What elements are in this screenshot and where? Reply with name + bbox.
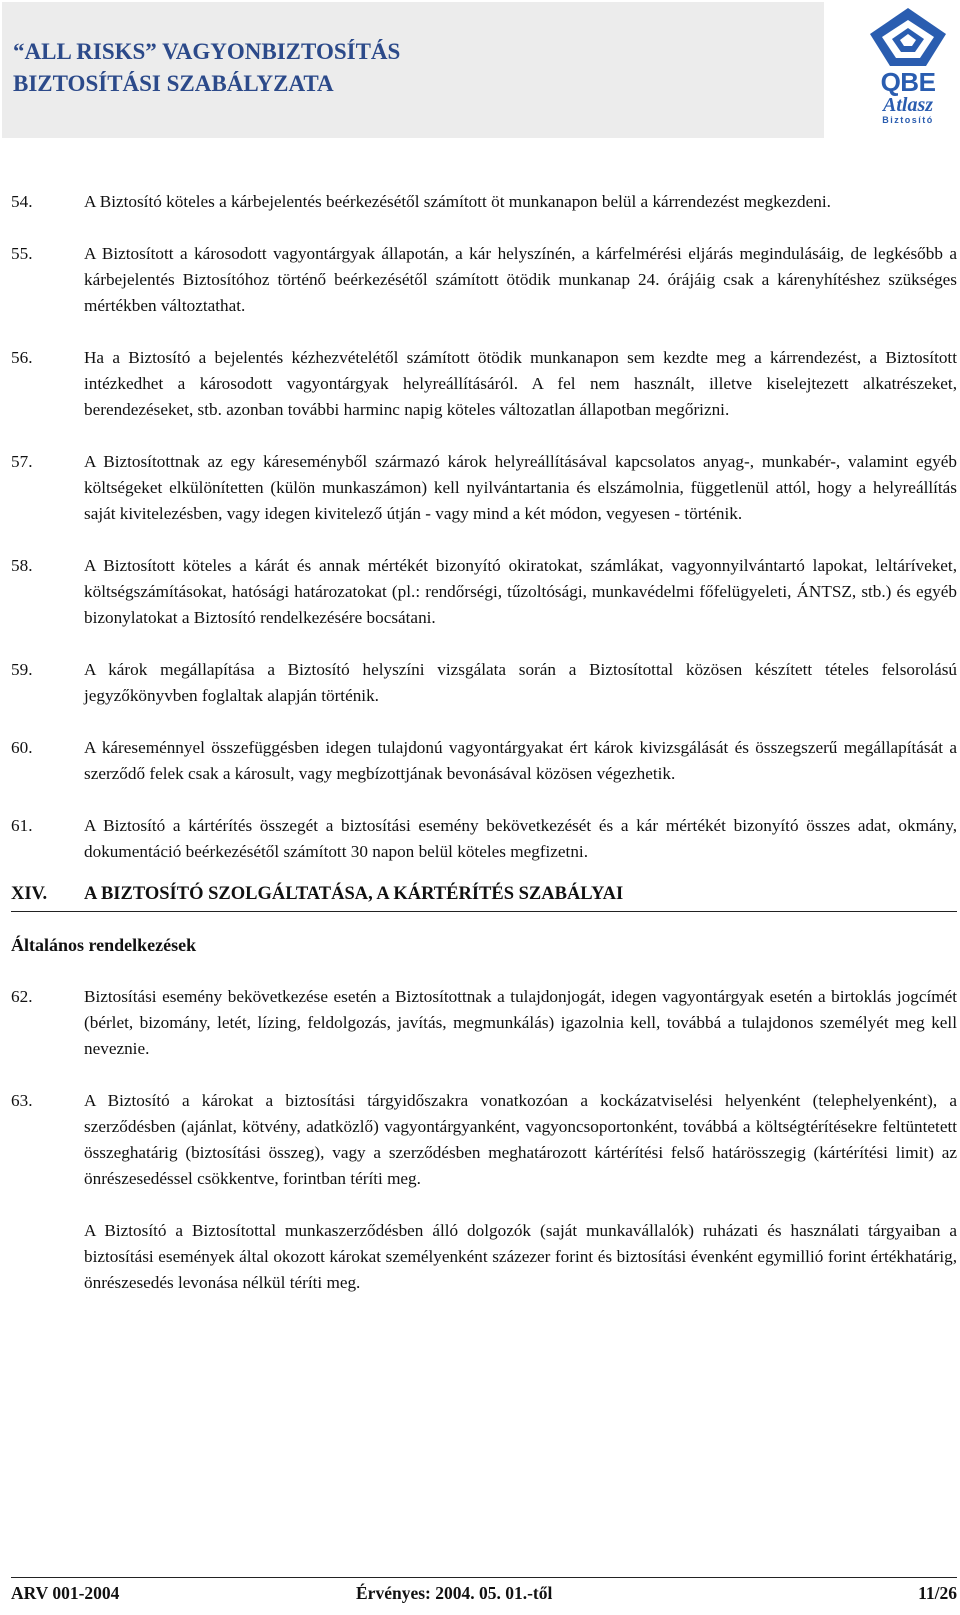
paragraph-text: Biztosítási esemény bekövetkezése esetén a Biztosítottnak a tulajdonjogát, idegen vagyontárgyak esetén a birtoklás jogcímét (bérlet, bizomány, letét, lízing, feldolgozás, javítás, megmunkálás) igazolnia kell, továbbá a tulajdonos személyét meg kell neveznie. [84,987,957,1058]
paragraph-55 [11,241,957,319]
paragraph-text: Ha a Biztosító a bejelentés kézhezvételétől számított ötödik munkanapon sem kezdte meg a kárrendezést, a Biztosított intézkedhet a károsodott vagyontárgyak helyreállításáról. A fel nem használt, illetve kiselejtezett alkatrészeket, berendezéseket, stb. azonban további harminc napig köteles változatlan állapotban megőrizni. [84,348,957,419]
paragraph-number: 61. [11,816,33,835]
logo-atlasz-text: Atlasz [882,94,934,116]
paragraph-text: A Biztosított a károsodott vagyontárgyak állapotán, a kár helyszínén, a kárfelmérési eljárás megindulásáig, de legkésőbb a kárbejelentés Biztosítóhoz történő beérkezésétől számított ötödik munkanap 24. órájáig csak a kárenyhítéshez szükséges mértékben változtathat. [84,244,957,315]
logo-sub-text: Biztosító [882,115,934,125]
header-band [2,2,824,138]
document-body [11,189,957,1296]
paragraph-54 [11,189,957,215]
title-line-2: BIZTOSÍTÁSI SZABÁLYZATA [13,71,334,96]
paragraph-number: 63. [11,1091,33,1110]
paragraph-number: 62. [11,987,33,1006]
paragraph-63 [11,1088,957,1192]
paragraph-text: A Biztosító a károkat a biztosítási tárgyidőszakra vonatkozóan a kockázatviselési helyenként (telephelyenként), a szerződésben (ajánlat, kötvény, adatközlő) vagyontárgyanként, vagyoncsoportonként, továbbá a költségtérítésekre feltüntetett összeghatárig (biztosítási összeg), vagy a szerződésben meghatározott kártérítési felső határösszegig (kártérítési limit) az önrészesedéssel csökkentve, forintban téríti meg. [84,1091,957,1188]
paragraph-number: 60. [11,738,33,757]
paragraph-61 [11,813,957,865]
section-number: XIV. [11,884,48,904]
document-title [13,36,400,100]
paragraph-59 [11,657,957,709]
qbe-emblem-icon [858,4,958,70]
paragraph-text: A Biztosító köteles a kárbejelentés beérkezésétől számított öt munkanapon belül a kárrendezést megkezdeni. [84,192,831,211]
section-title: A BIZTOSÍTÓ SZOLGÁLTATÁSA, A KÁRTÉRÍTÉS SZABÁLYAI [84,884,624,904]
paragraph-text: A károk megállapítása a Biztosító helyszíni vizsgálata során a Biztosítottal közösen készített tételes felsorolású jegyzőkönyvben foglaltak alapján történik. [84,660,957,705]
paragraph-number: 58. [11,556,33,575]
paragraph-60 [11,735,957,787]
paragraph-63-continuation: A Biztosító a Biztosítottal munkaszerződésben álló dolgozók (saját munkavállalók) ruházati és használati tárgyaiban a biztosítási események által okozott károkat személyenként százezer forint és biztosítási évenként egymillió forint értékhatárig, önrészesedés levonása nélkül téríti meg. [84,1221,957,1292]
paragraph-text: A Biztosító a kártérítés összegét a biztosítási esemény bekövetkezését és a kár mértékét bizonyító összes adat, okmány, dokumentáció beérkezésétől számított 30 napon belül köteles megfizetni. [84,816,957,861]
paragraph-text: A káreseménnyel összefüggésben idegen tulajdonú vagyontárgyakat ért károk kivizsgálását és összegszerű megállapítását a szerződő felek csak a károsult, vagy megbízottjának bevonásával közösen végezhetik. [84,738,957,783]
paragraph-text: A Biztosított köteles a kárát és annak mértékét bizonyító okiratokat, számlákat, vagyonnyilvántartó lapokat, leltáríveket, költségszámításokat, hatósági határozatokat (pl.: rendőrségi, tűzoltósági, munkavédelmi főfelügyeleti, ÁNTSZ, stb.) és egyéb bizonylatokat a Biztosító rendelkezésére bocsátani. [84,556,957,627]
paragraph-number: 54. [11,192,33,211]
qbe-atlasz-logo [858,4,958,128]
paragraph-number: 57. [11,452,33,471]
logo-qbe-text: QBE [880,67,936,97]
section-heading [11,881,957,912]
paragraph-62 [11,984,957,1062]
paragraph-number: 55. [11,244,33,263]
subsection-heading: Általános rendelkezések [11,935,197,955]
title-line-1: “ALL RISKS” VAGYONBIZTOSÍTÁS [13,39,401,64]
paragraph-text: A Biztosítottnak az egy káreseményből származó károk helyreállításával kapcsolatos anyag-, munkabér-, valamint egyéb költségeket elkülönítetten (külön munkaszámon) kell nyilvántartania és elszámolnia, függetlenül attól, hogy a helyreállítás saját kivitelezésben, vagy idegen kivitelező útján - vagy mind a két módon, vegyesen - történik. [84,452,957,523]
page-footer [11,1577,957,1603]
paragraph-58 [11,553,957,631]
paragraph-56 [11,345,957,423]
paragraph-number: 56. [11,348,33,367]
footer-page-number: 11/26 [918,1583,957,1603]
footer-doc-code: ARV 001-2004 [11,1583,120,1603]
paragraph-number: 59. [11,660,33,679]
footer-validity: Érvényes: 2004. 05. 01.-től [356,1583,553,1603]
paragraph-57 [11,449,957,527]
